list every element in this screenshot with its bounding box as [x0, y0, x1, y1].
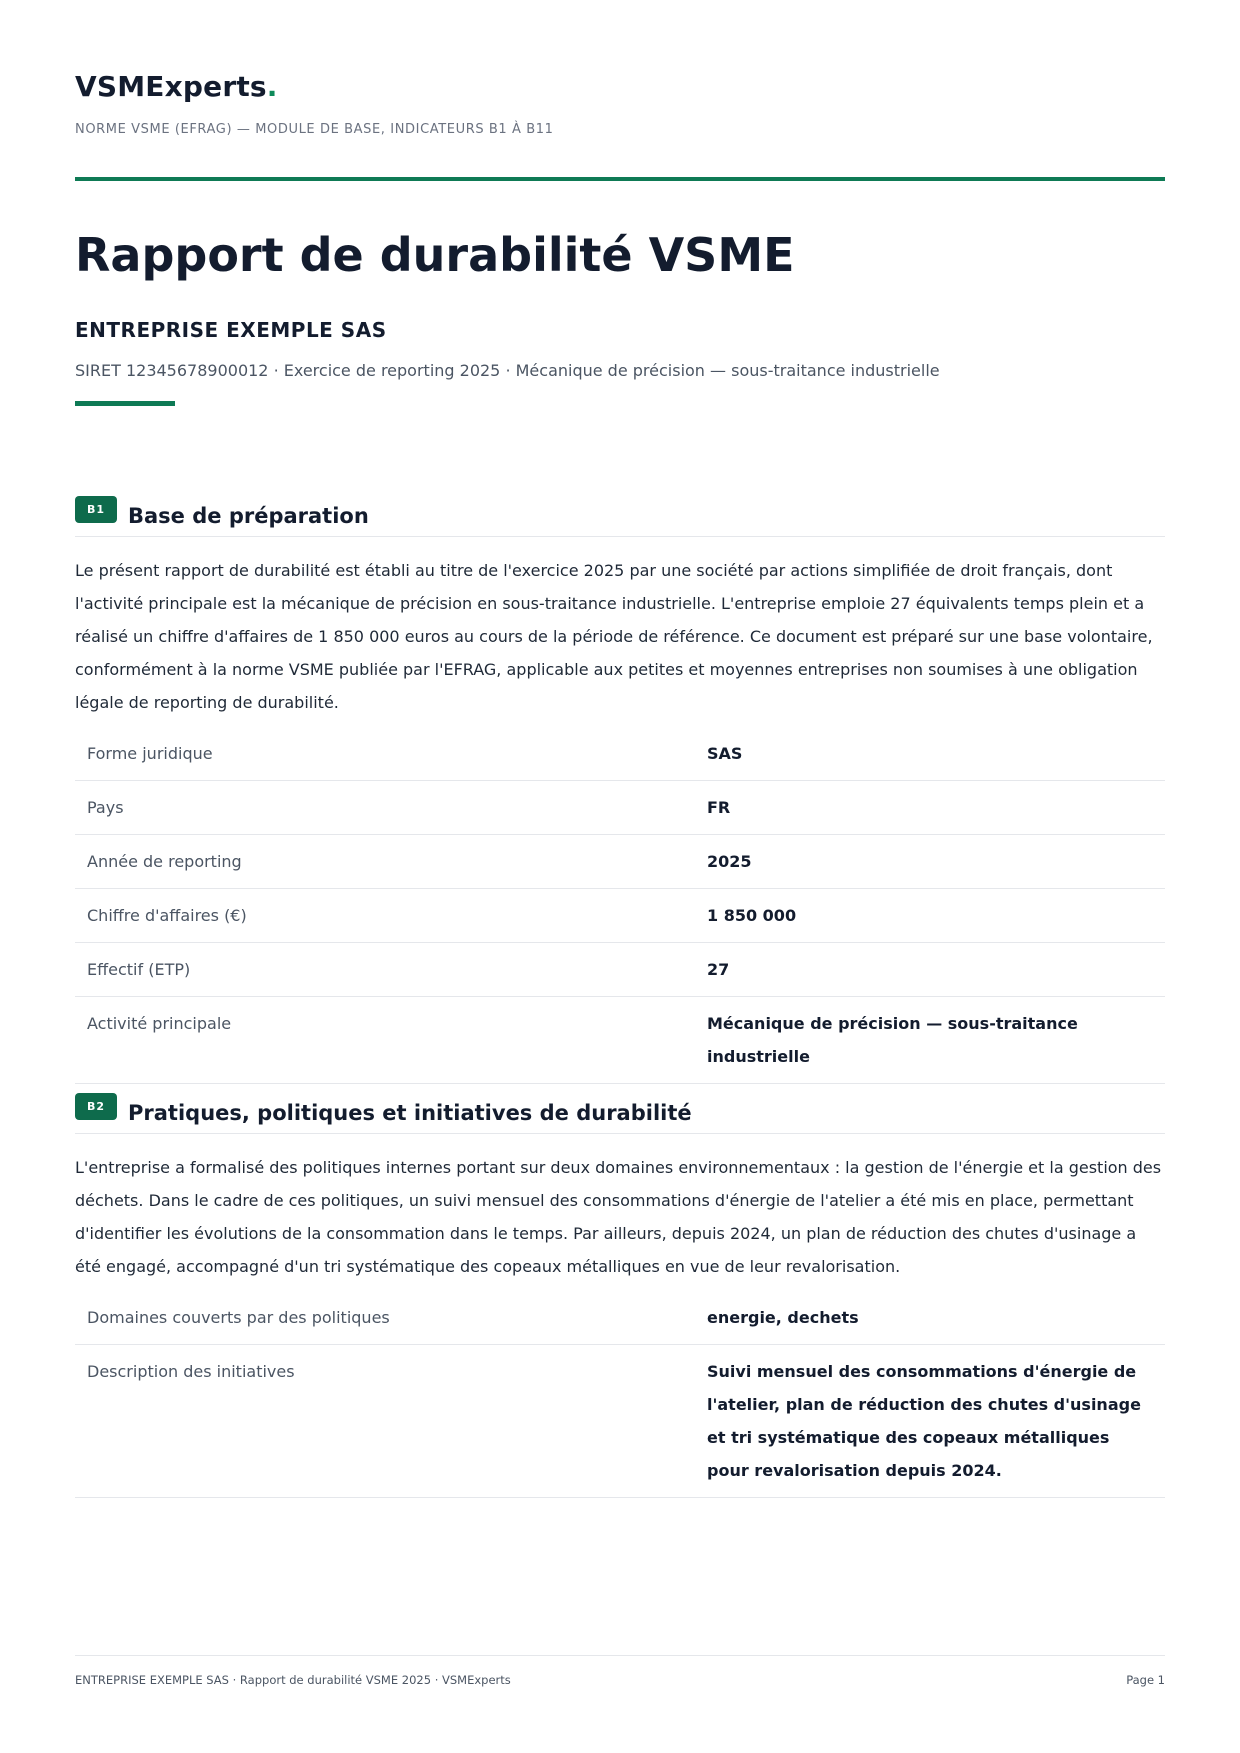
section-b1 [75, 496, 1165, 1084]
section-badge: B1 [75, 496, 117, 523]
table-row [75, 943, 1165, 997]
report-page [75, 0, 1165, 1753]
brand-name: VSMExperts [75, 70, 267, 103]
brand-subtitle: NORME VSME (EFRAG) — MODULE DE BASE, INDICATEURS B1 À B11 [75, 122, 554, 137]
report-title: Rapport de durabilité VSME [75, 228, 795, 282]
row-value: FR [707, 798, 731, 817]
data-table [75, 1291, 1165, 1498]
row-value: SAS [707, 744, 743, 763]
table-row [75, 727, 1165, 781]
title-accent-bar [75, 401, 175, 406]
row-label: Forme juridique [87, 744, 213, 763]
section-title: Pratiques, politiques et initiatives de durabilité [128, 1101, 692, 1125]
row-value: 27 [707, 960, 730, 979]
section-b2 [75, 1093, 1165, 1498]
brand-logo [75, 70, 278, 103]
footer-text: ENTREPRISE EXEMPLE SAS · Rapport de durabilité VSME 2025 · VSMExperts [75, 1673, 511, 1687]
header-divider [75, 177, 1165, 181]
row-value: Mécanique de précision — sous-traitance industrielle [707, 1014, 1078, 1066]
table-row [75, 1345, 1165, 1498]
row-label: Effectif (ETP) [87, 960, 191, 979]
row-label: Domaines couverts par des politiques [87, 1308, 390, 1327]
section-header [75, 496, 1165, 537]
section-badge: B2 [75, 1093, 117, 1120]
footer-divider [75, 1655, 1165, 1656]
page-number: Page 1 [1126, 1673, 1165, 1687]
row-label: Chiffre d'affaires (€) [87, 906, 247, 925]
table-row [75, 997, 1165, 1084]
row-label: Description des initiatives [87, 1362, 295, 1381]
section-header [75, 1093, 1165, 1134]
row-label: Année de reporting [87, 852, 242, 871]
data-table [75, 727, 1165, 1084]
section-paragraph: L'entreprise a formalisé des politiques internes portant sur deux domaines environnementaux : la gestion de l'énergie et la gestion des déchets. Dans le cadre de ces politiques, un suivi mensuel des consommations d'énergie de l'atelier a été mis en place, permettant d'identifier les évolutions de la consommation dans le temps. Par ailleurs, depuis 2024, un plan de réduction des chutes d'usinage a été engagé, accompagné d'un tri systématique des copeaux métalliques en vue de leur revalorisation. [75, 1158, 1162, 1276]
row-label: Pays [87, 798, 124, 817]
company-name: ENTREPRISE EXEMPLE SAS [75, 318, 387, 342]
row-value: 1 850 000 [707, 906, 797, 925]
table-row [75, 1291, 1165, 1345]
row-value: 2025 [707, 852, 752, 871]
company-meta: SIRET 12345678900012 · Exercice de reporting 2025 · Mécanique de précision — sous-traitance industrielle [75, 361, 940, 380]
section-paragraph: Le présent rapport de durabilité est établi au titre de l'exercice 2025 par une société par actions simplifiée de droit français, dont l'activité principale est la mécanique de précision en sous-traitance industrielle. L'entreprise emploie 27 équivalents temps plein et a réalisé un chiffre d'affaires de 1 850 000 euros au cours de la période de référence. Ce document est préparé sur une base volontaire, conformément à la norme VSME publiée par l'EFRAG, applicable aux petites et moyennes entreprises non soumises à une obligation légale de reporting de durabilité. [75, 561, 1153, 712]
table-row [75, 889, 1165, 943]
table-row [75, 781, 1165, 835]
row-value: Suivi mensuel des consommations d'énergie de l'atelier, plan de réduction des chutes d'usinage et tri systématique des copeaux métalliques pour revalorisation depuis 2024. [707, 1362, 1141, 1480]
row-value: energie, dechets [707, 1308, 859, 1327]
brand-dot: . [266, 70, 278, 103]
row-label: Activité principale [87, 1014, 232, 1033]
table-row [75, 835, 1165, 889]
section-title: Base de préparation [128, 504, 369, 528]
